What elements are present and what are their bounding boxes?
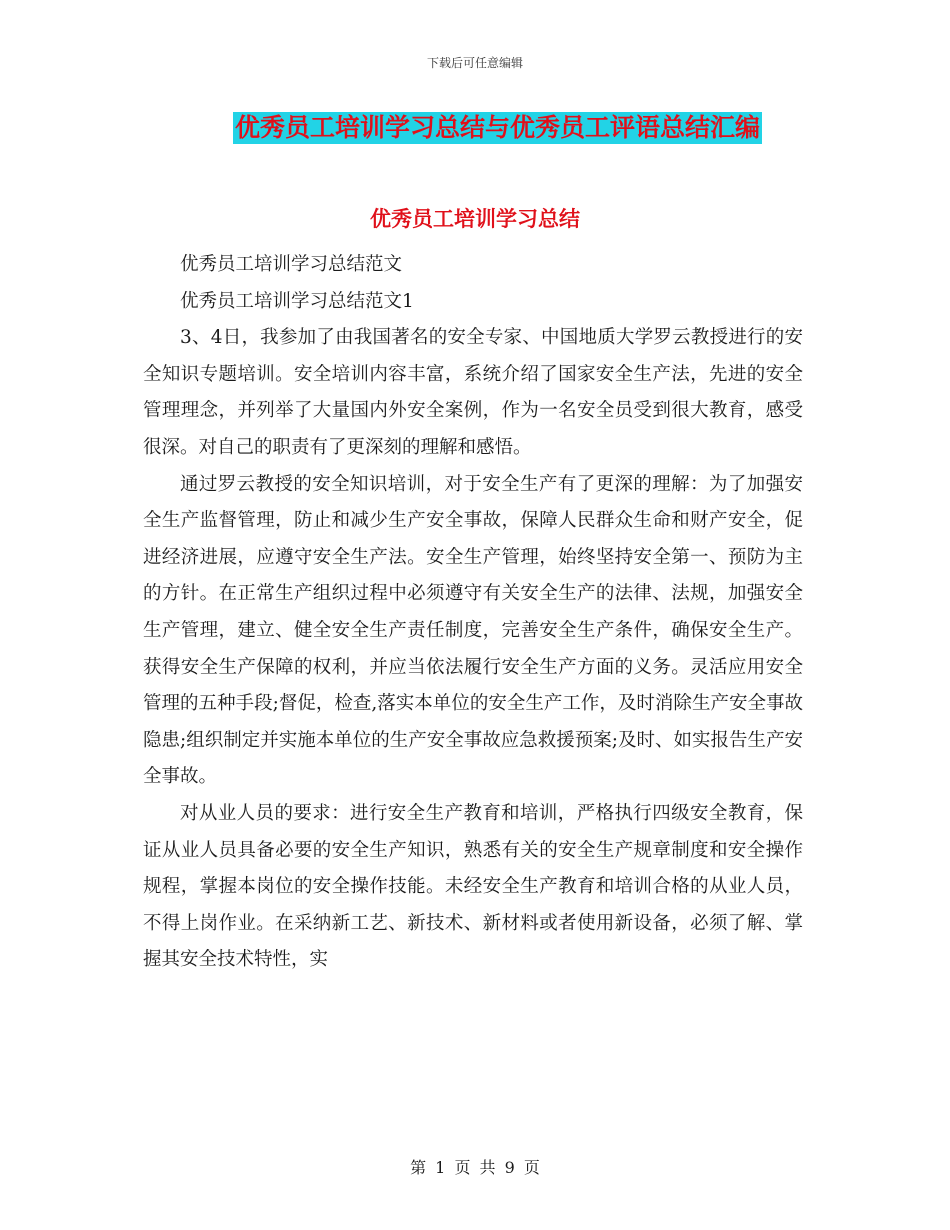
document-body: [143, 247, 803, 979]
paragraph: 优秀员工培训学习总结范文1: [180, 290, 414, 312]
page-number-footer: 第 1 页 共 9 页: [410, 1158, 540, 1177]
document-title: 优秀员工培训学习总结与优秀员工评语总结汇编: [234, 113, 760, 142]
header-note: 下载后可任意编辑: [426, 56, 523, 70]
paragraph: 优秀员工培训学习总结范文: [180, 254, 403, 275]
section-title: 优秀员工培训学习总结: [370, 207, 580, 231]
paragraph: 对从业人员的要求：进行安全生产教育和培训，严格执行四级安全教育，保证从业人员具备必要的安全生产知识，熟悉有关的安全生产规章制度和安全操作规程，掌握本岗位的安全操作技能。未经安全生产教育和培训合格的从业人员，不得上岗作业。在采纳新工艺、新技术、新材料或者使用新设备，必须了解、掌握其安全技术特性，实: [143, 802, 803, 971]
paragraph: 通过罗云教授的安全知识培训，对于安全生产有了更深的理解：为了加强安全生产监督管理，防止和减少生产安全事故，保障人民群众生命和财产安全，促进经济进展，应遵守安全生产法。安全生产管理，始终坚持安全第一、预防为主的方针。在正常生产组织过程中必须遵守有关安全生产的法律、法规，加强安全生产管理，建立、健全安全生产责任制度，完善安全生产条件，确保安全生产。获得安全生产保障的权利，并应当依法履行安全生产方面的义务。灵活应用安全管理的五种手段;督促，检查,落实本单位的安全生产工作，及时消除生产安全事故隐患;组织制定并实施本单位的生产安全事故应急救援预案;及时、如实报告生产安全事故。: [143, 473, 803, 788]
paragraph: 3、4日，我参加了由我国著名的安全专家、中国地质大学罗云教授进行的安全知识专题培训。安全培训内容丰富，系统介绍了国家安全生产法，先进的安全管理理念，并列举了大量国内外安全案例，作为一名安全员受到很大教育，感受很深。对自己的职责有了更深刻的理解和感悟。: [143, 327, 803, 458]
document-title-wrap: [0, 112, 950, 144]
